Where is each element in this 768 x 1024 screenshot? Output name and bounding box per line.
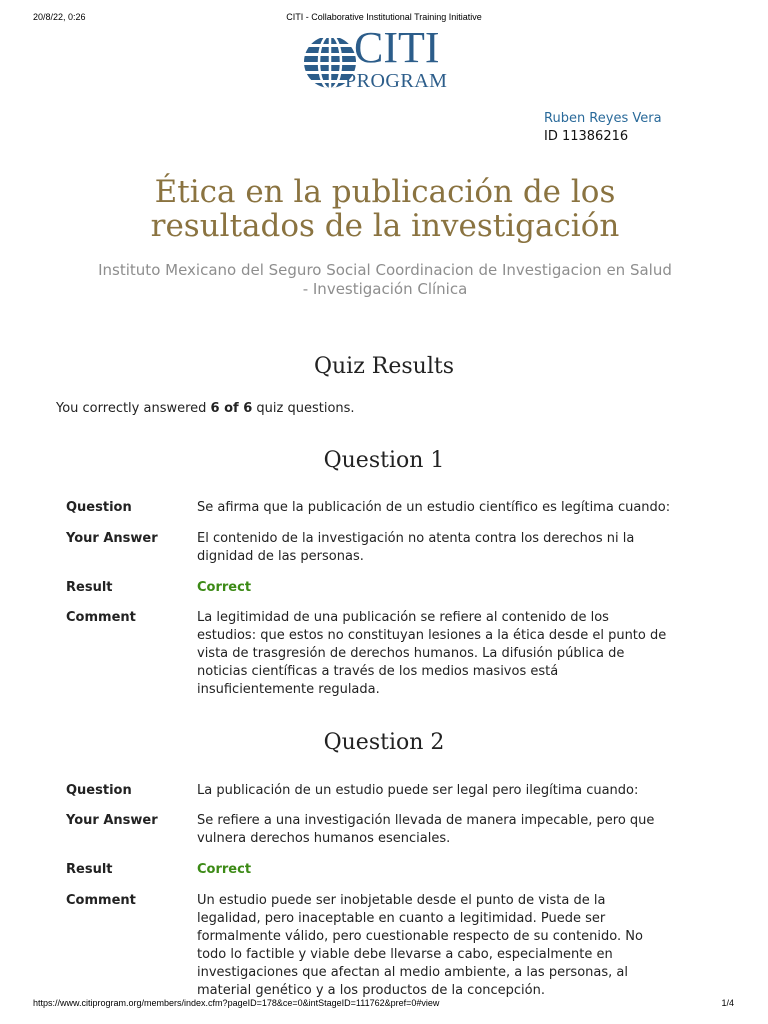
question-label: Question xyxy=(66,500,132,515)
your-answer-label: Your Answer xyxy=(66,813,158,828)
print-page-number: 1/4 xyxy=(721,998,734,1008)
user-info xyxy=(544,110,662,146)
result-label: Result xyxy=(66,580,113,595)
citi-program-logo xyxy=(300,23,460,94)
print-date: 20/8/22, 0:26 xyxy=(33,12,86,22)
comment-line: noticias científicas a través de los medios masivos está xyxy=(197,664,559,679)
comment-line: legalidad, pero inaceptable en cuanto a legitimidad. Puede ser xyxy=(197,911,606,926)
question-2-comment xyxy=(197,892,717,1000)
question-2-answer xyxy=(197,812,717,848)
your-answer-label: Your Answer xyxy=(66,531,158,546)
comment-line: formalmente válido, pero cuestionable respecto de su contenido. No xyxy=(197,929,643,944)
comment-line: material genético y a los productos de la concepción. xyxy=(197,983,545,998)
question-2-answer-line-2: vulnera derechos humanos esenciales. xyxy=(197,831,451,846)
comment-line: investigaciones que afectan al medio ambiente, a las personas, al xyxy=(197,965,628,980)
question-1-answer xyxy=(197,530,717,566)
institution-name xyxy=(50,261,720,299)
logo-program-text: PROGRAM xyxy=(345,70,448,92)
quiz-summary xyxy=(56,401,355,416)
quiz-results-heading: Quiz Results xyxy=(313,354,455,379)
question-1-answer-line-1: El contenido de la investigación no atenta contra los derechos ni la xyxy=(197,531,635,546)
question-1-comment xyxy=(197,609,717,699)
user-id: ID 11386216 xyxy=(544,129,629,144)
question-1-result-badge: Correct xyxy=(197,580,252,595)
course-title-line-1: Ética en la publicación de los xyxy=(154,174,616,210)
comment-line: estudios: que estos no constituyan lesiones a la ética desde el punto de xyxy=(197,628,667,643)
print-footer xyxy=(0,998,768,1012)
comment-line: La legitimidad de una publicación se refiere al contenido de los xyxy=(197,610,609,625)
question-2-heading: Question 2 xyxy=(323,730,445,755)
summary-score: 6 of 6 xyxy=(210,401,253,416)
question-1-answer-line-2: dignidad de las personas. xyxy=(197,549,364,564)
comment-label: Comment xyxy=(66,893,136,908)
comment-label: Comment xyxy=(66,610,136,625)
comment-line: todo lo factible y viable debe llevarse a cabo, especialmente en xyxy=(197,947,613,962)
comment-line: insuficientemente regulada. xyxy=(197,682,380,697)
user-name-link[interactable]: Ruben Reyes Vera xyxy=(544,111,662,126)
question-2-answer-line-1: Se refiere a una investigación llevada de manera impecable, pero que xyxy=(197,813,655,828)
summary-prefix: You correctly answered xyxy=(56,401,211,416)
institution-line-2: - Investigación Clínica xyxy=(302,280,468,298)
course-title-line-2: resultados de la investigación xyxy=(150,208,620,244)
print-page-title: CITI - Collaborative Institutional Training Initiative xyxy=(286,12,482,22)
comment-line: vista de trasgresión de derechos humanos. La difusión pública de xyxy=(197,646,625,661)
question-1-heading: Question 1 xyxy=(323,448,445,473)
result-label: Result xyxy=(66,862,113,877)
course-title xyxy=(60,175,710,243)
question-2-result-badge: Correct xyxy=(197,862,252,877)
comment-line: Un estudio puede ser inobjetable desde el punto de vista de la xyxy=(197,893,606,908)
summary-suffix: quiz questions. xyxy=(252,401,355,416)
question-label: Question xyxy=(66,783,132,798)
logo-wordmark: CITI xyxy=(354,23,440,72)
question-1-text: Se afirma que la publicación de un estudio científico es legítima cuando: xyxy=(197,500,671,515)
question-2-text: La publicación de un estudio puede ser legal pero ilegítima cuando: xyxy=(197,783,639,798)
institution-line-1: Instituto Mexicano del Seguro Social Coordinacion de Investigacion en Salud xyxy=(98,261,672,279)
print-url: https://www.citiprogram.org/members/index.cfm?pageID=178&ce=0&intStageID=111762&pref=0#view xyxy=(33,998,440,1008)
